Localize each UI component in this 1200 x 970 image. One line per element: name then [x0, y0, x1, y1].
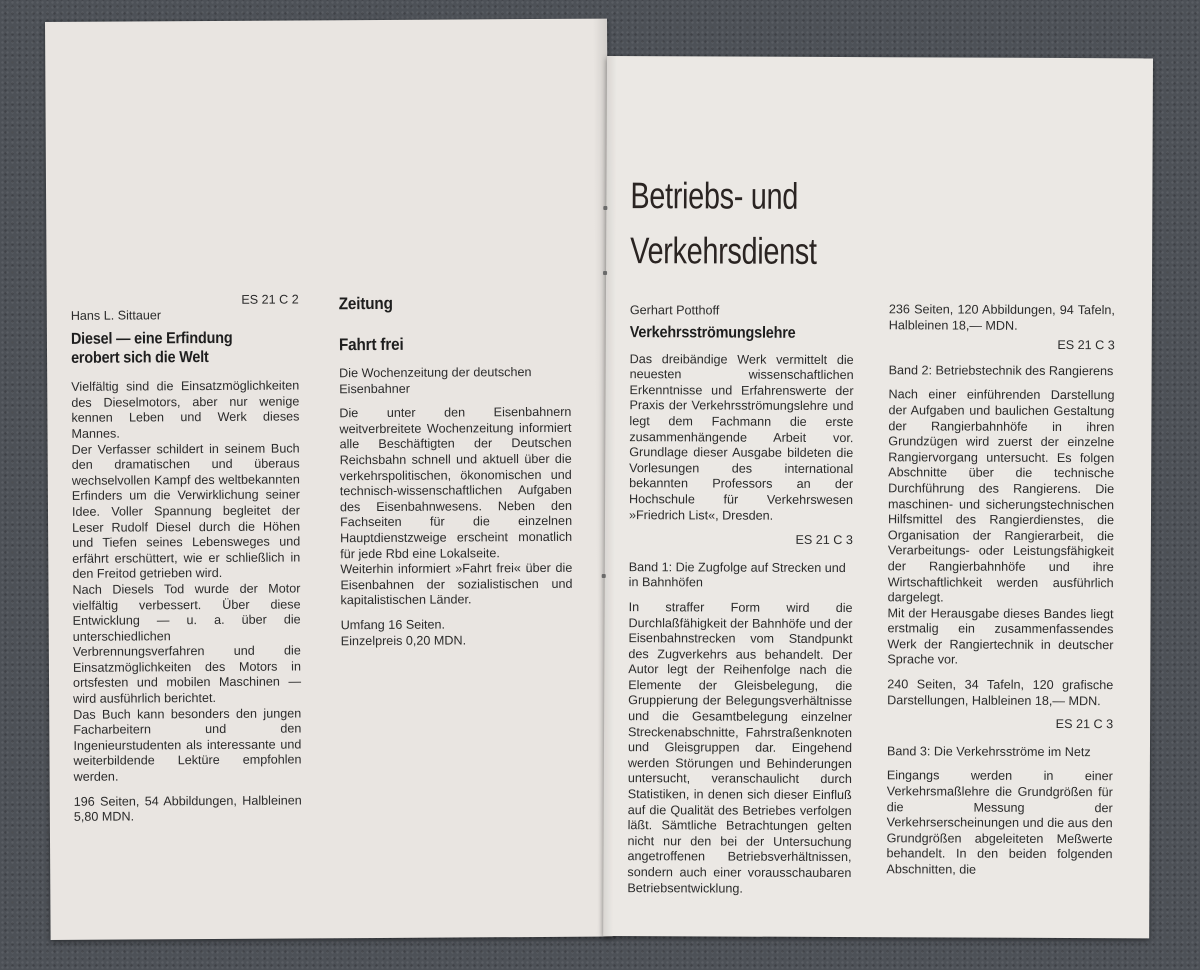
order-code: ES 21 C 2: [241, 292, 299, 307]
price-info: 196 Seiten, 54 Abbildungen, Halbleinen 5,80 MDN.: [73, 793, 302, 825]
volume-title: Band 1: Die Zugfolge auf Strecken und in Bahnhöfen: [628, 559, 846, 590]
order-code: ES 21 C 3: [1057, 338, 1115, 353]
paragraph: Die Wochenzeitung der deutschen Eisenbahner: [339, 365, 532, 396]
price-info: 240 Seiten, 34 Tafeln, 120 grafische Darstellungen, Halbleinen 18,— MDN.: [887, 677, 1114, 708]
pages-info: Umfang 16 Seiten.: [340, 617, 446, 633]
paragraph: Das Buch kann besonders den jungen Facharbeitern und den Ingenieurstudenten als interessante und weiterbildende Lektüre empfohlen werden.: [73, 706, 302, 784]
paragraph: Vielfältig sind die Einsatzmöglichkeiten des Dieselmotors, aber nur wenige kennen Leben und Werk dieses Mannes.: [71, 378, 300, 441]
newspaper-title: Fahrt frei: [338, 334, 404, 355]
paragraph: Der Verfasser schildert in seinem Buch den dramatischen und überaus wechselvollen Kampf des weltbekannten Erfinders um die Verwirklichung seiner Idee. Voller Spannung begleitet der Leser Rudolf Diesel durch die Höhen und Tiefen seines Lebensweges und erfährt erschüttert, wie er schließlich in den Freitod getrieben wird.: [71, 441, 301, 582]
paragraph: Das dreibändige Werk vermittelt die neuesten wissenschaftlichen Erkenntnisse und Erfahrenswerte der Praxis der Verkehrsströmungslehre und legt dem Fachmann die erste zusammenhängende Arbeit vor. Grundlage dieser Ausgabe bildeten die Vorlesungen des international bekannten Professors an der Hochschule für Verkehrswesen »Friedrich List«, Dresden.: [628, 351, 854, 523]
price-info: 236 Seiten, 120 Abbildungen, 94 Tafeln, Halbleinen 18,— MDN.: [888, 302, 1115, 333]
order-code: ES 21 C 3: [795, 532, 853, 548]
book-title-line1: Diesel — eine Erfindung: [70, 330, 233, 349]
section-title-line1: Betriebs- und: [630, 175, 799, 217]
verkehrsstroemung-column: [627, 303, 854, 906]
volume-title: Band 3: Die Verkehrsströme im Netz: [886, 744, 1091, 759]
paragraph: Nach einer einführenden Darstellung der Aufgaben und baulichen Gestaltung der Rangierbahnhöfe in ihren Grundzügen wird zuerst der einzelne Rangiervorgang untersucht. Es folgen Abschnitte über die technische Durchführung des Rangierens. Die maschinen- und sicherungstechnischen Hilfsmittel des Rangierdienstes, die Organisation der Rangierarbeit, die Verarbeitungs- oder Leistungsfähigkeit der Rangierbahnhöfe und ihre Wirtschaftlichkeit werden ausführlich dargelegt.: [887, 387, 1115, 605]
order-code: ES 21 C 3: [1055, 717, 1114, 732]
author-name: Hans L. Sittauer: [70, 307, 162, 323]
book-title: [71, 329, 276, 368]
paragraph: Mit der Herausgabe dieses Bandes liegt erstmalig ein zusammenfassendes Werk der Rangiertechnik in deutscher Sprache vor.: [887, 605, 1114, 668]
staple-mark: [602, 574, 606, 578]
diesel-book-column: [71, 292, 302, 834]
book-title-line2: erobert sich die Welt: [71, 349, 209, 368]
newspaper-column: [339, 293, 573, 650]
volume-title: Band 2: Betriebstechnik des Rangierens: [888, 363, 1114, 378]
paragraph: Die unter den Eisenbahnern weitverbreitete Wochenzeitung informiert alle Beschäftigten der Deutschen Reichsbahn schnell und aktuell über die verkehrspolitischen, ökonomischen und technisch-wissenschaftlichen Aufgaben des Eisenbahnwesens. Neben den Fachseiten für die einzelnen Hauptdienstzweige erscheint monatlich für jede Rbd eine Lokalseite.: [339, 404, 573, 561]
book-title: Verkehrsströmungslehre: [629, 323, 796, 342]
paragraph: Eingangs werden in einer Verkehrsmaßlehre die Grundgrößen für die Messung der Verkehrserscheinungen und die aus den Grundgrößen abgeleiteten Meßwerte behandelt. In den beiden folgenden Abschnitten, die: [886, 768, 1113, 877]
price-info: Einzelpreis 0,20 MDN.: [340, 632, 467, 648]
author-name: Gerhart Potthoff: [629, 303, 720, 318]
verkehrsstroemung-column-2: [886, 302, 1115, 888]
section-heading: Zeitung: [338, 293, 393, 314]
paragraph: Weiterhin informiert »Fahrt frei« über die Eisenbahnen der sozialistischen und kapitalistischen Länder.: [340, 560, 573, 608]
left-page: [45, 19, 613, 940]
staple-mark: [603, 206, 607, 210]
section-title-line2: Verkehrsdienst: [630, 230, 817, 272]
right-page: [603, 56, 1153, 938]
paragraph: In straffer Form wird die Durchlaßfähigkeit der Bahnhöfe und der Eisenbahnstrecken vom Standpunkt des Zugverkehrs aus behandelt. Der Autor legt der Reihenfolge nach die Elemente der Gleisbelegung, die Gruppierung der Belegungsverhältnisse und die Gesamtbelegung einzelner Streckenabschnitte, Fahrstraßenknoten und Gleisgruppen dar. Eingehend werden Störungen und Behinderungen untersucht, veranschaulicht durch Statistiken, in denen sich dieser Einfluß auf die Qualität des Betriebes verfolgen läßt. Sämtliche Betrachtungen gelten nicht nur den bei der Untersuchung angetroffenen Betriebsverhältnissen, sondern auch einer vorausschaubaren Betriebsentwicklung.: [627, 600, 853, 896]
paragraph: Nach Diesels Tod wurde der Motor vielfältig verbessert. Über diese Entwicklung — u. a. über die unterschiedlichen Verbrennungsverfahren und die Einsatzmöglichkeiten des Motors in ortsfesten und mobilen Maschinen — wird ausführlich berichtet.: [72, 581, 302, 706]
section-title: [630, 168, 817, 279]
staple-mark: [603, 271, 607, 275]
